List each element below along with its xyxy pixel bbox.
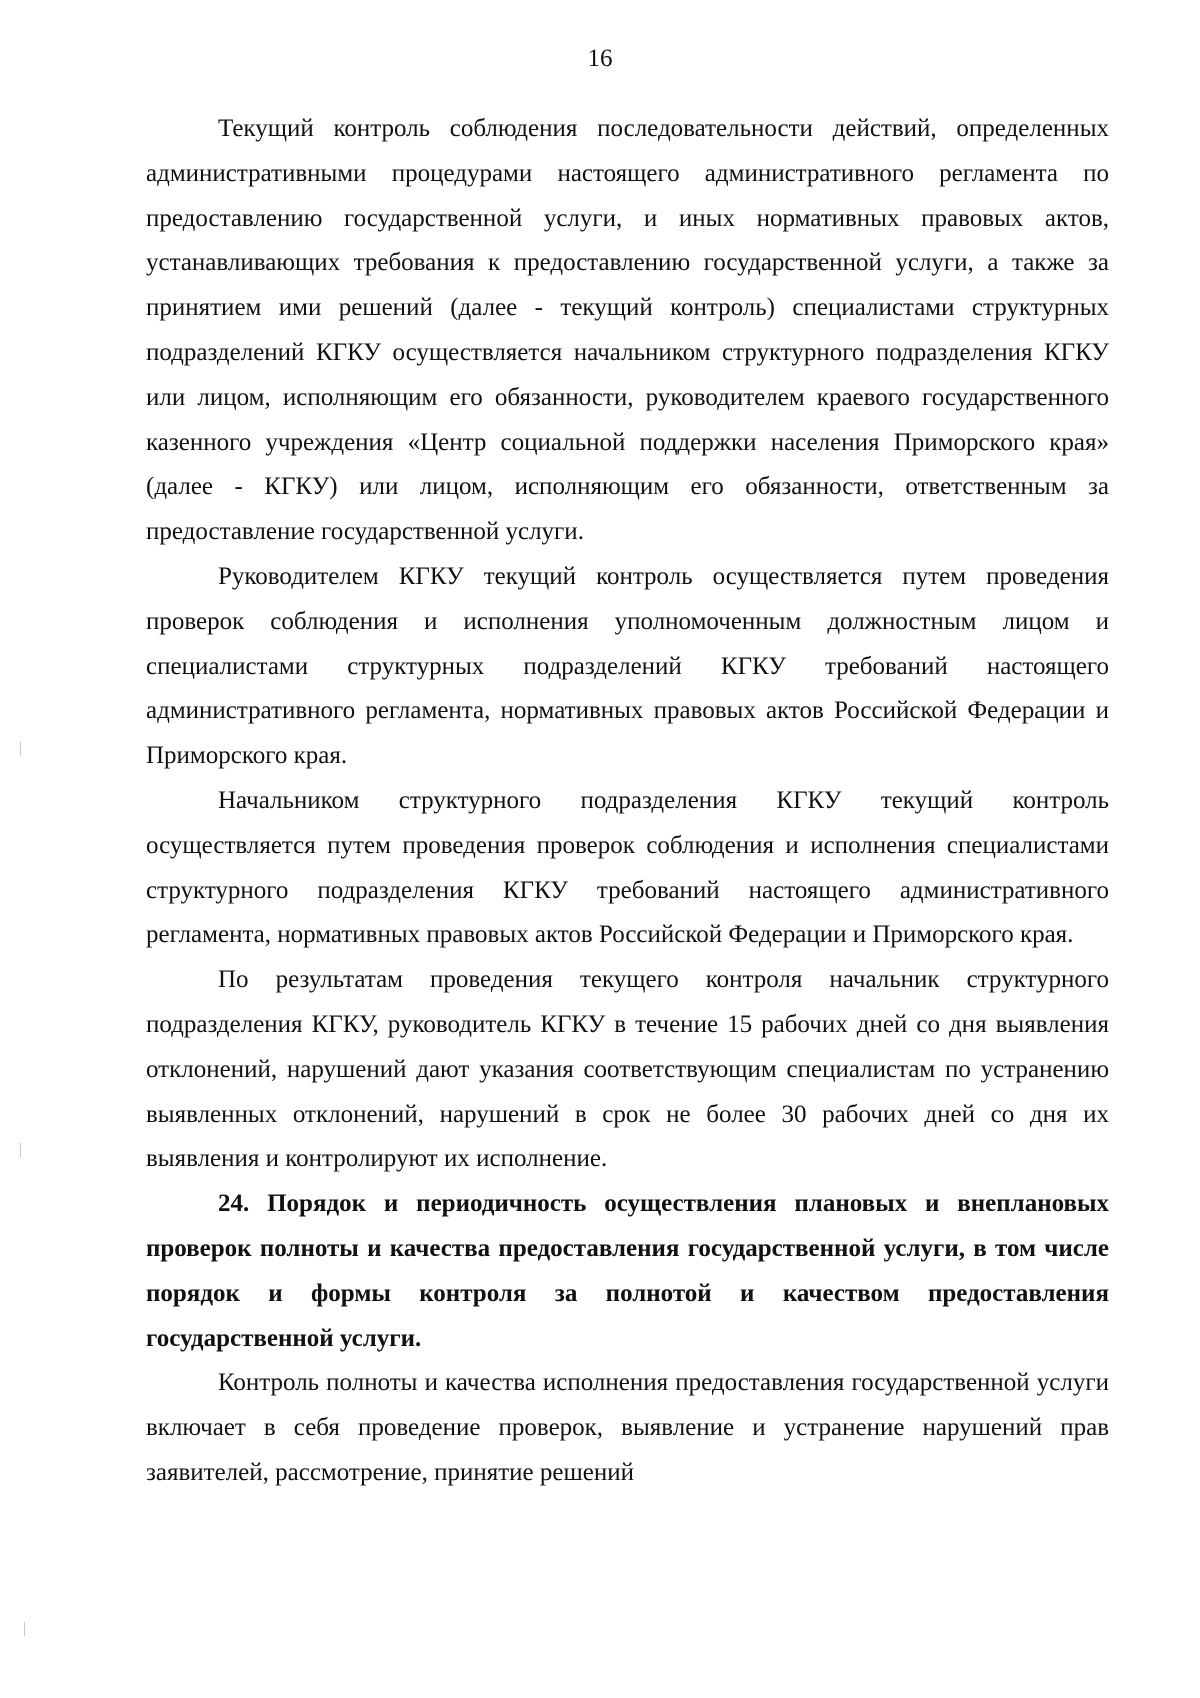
- document-body: [146, 107, 1109, 1496]
- paragraph-quality-control: Контроль полноты и качества исполнения предоставления государственной услуги включает в себя проведение проверок, выявление и устранение нарушений прав заявителей, рассмотрение, принятие решений: [146, 1369, 1109, 1486]
- paragraph-head-control: Руководителем КГКУ текущий контроль осуществляется путем проведения проверок соблюдения и исполнения уполномоченным должностным лицом и специалистами структурных подразделений КГКУ требований настоящего административного регламента, нормативных правовых актов Российской Федерации и Приморского края.: [146, 562, 1109, 770]
- paragraph-control-results: По результатам проведения текущего контроля начальник структурного подразделения КГКУ, руководитель КГКУ в течение 15 рабочих дней со дня выявления отклонений, нарушений дают указания соответствующим специалистам по устранению выявленных отклонений, нарушений в срок не более 30 рабочих дней со дня их выявления и контролируют их исполнение.: [146, 966, 1109, 1173]
- page-number: 16: [587, 45, 613, 72]
- section-heading: 24. Порядок и периодичность осуществления плановых и внеплановых проверок полноты и качества предоставления государственной услуги, в том числе порядок и формы контроля за полнотой и качеством предоставления государственной услуги.: [146, 1190, 1109, 1352]
- scan-artifact: [24, 1622, 25, 1636]
- scan-artifact: [20, 1143, 21, 1157]
- paragraph-current-control: Текущий контроль соблюдения последовательности действий, определенных административными процедурами настоящего административного регламента по предоставлению государственной услуги, и иных нормативных правовых актов, устанавливающих требования к предоставлению государственной услуги, а также за принятием ими решений (далее - текущий контроль) специалистами структурных подразделений КГКУ осуществляется начальником структурного подразделения КГКУ или лицом, исполняющим его обязанности, руководителем краевого государственного казенного учреждения «Центр социальной поддержки населения Приморского края» (далее - КГКУ) или лицом, исполняющим его обязанности, ответственным за предоставление государственной услуги.: [146, 115, 1109, 546]
- paragraph-division-control: Начальником структурного подразделения КГКУ текущий контроль осуществляется путем проведения проверок соблюдения и исполнения специалистами структурного подразделения КГКУ требований настоящего административного регламента, нормативных правовых актов Российской Федерации и Приморского края.: [146, 786, 1109, 949]
- scan-artifact: [20, 742, 21, 756]
